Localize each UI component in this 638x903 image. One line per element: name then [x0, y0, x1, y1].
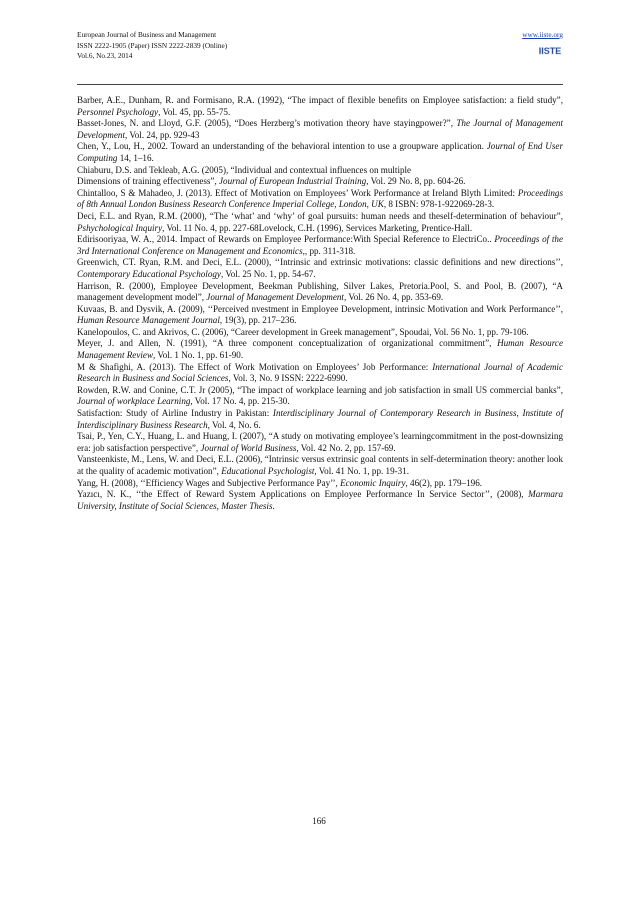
reference-source: Journal of End User Computing	[77, 141, 563, 163]
volume-line: Vol.6, No.23, 2014	[77, 51, 133, 60]
journal-url-link[interactable]: www.iiste.org	[522, 30, 563, 39]
reference-source: Economic Inquiry	[340, 477, 406, 488]
reference-text: .	[272, 500, 275, 511]
reference-entry	[77, 165, 563, 177]
reference-text: Deci, E.L. and Ryan, R.M. (2000), “The ‘what’ and ‘why’ of goal pursuits: human needs and theself-determination of behaviour”,	[77, 210, 563, 221]
reference-entry	[77, 176, 563, 188]
reference-entry	[77, 385, 563, 408]
reference-text: , Vol. 4, No. 6.	[207, 419, 261, 430]
reference-text: Chintalloo, S & Mahadeo, J. (2013). Effect of Motivation on Employees’ Work Performance at Ireland Blyth Limited:	[77, 187, 518, 198]
reference-source: Journal of World Business,	[200, 442, 299, 453]
reference-text: , pp. 311-318.	[304, 245, 356, 256]
reference-text: Chen, Y., Lou, H., 2002. Toward an understanding of the behavioral intention to use a groupware application.	[77, 141, 487, 152]
reference-text: Yang, H. (2008), ‘‘Efficiency Wages and Subjective Performance Pay’’,	[77, 477, 341, 488]
reference-source: The Journal of Management Development	[77, 118, 563, 140]
reference-source: Marmara University, Institute of Social Sciences	[77, 489, 563, 511]
reference-text: Satisfaction: Study of Airline Industry in Pakistan:	[77, 408, 273, 419]
reference-text: , 19(3), pp. 217–236.	[219, 315, 297, 326]
journal-title: European Journal of Business and Management	[77, 30, 217, 39]
reference-text: , Vol. 45, pp. 55-75.	[158, 106, 231, 117]
reference-text: Kuvaas, B. and Dysvik, A. (2009), ‘‘Perceived nvestment in Employee Development, intrinsic Motivation and Work Performance’’,	[77, 303, 563, 314]
reference-source: Journal of Management Development	[206, 292, 344, 303]
reference-text: Tsai, P., Yen, C.Y., Huang, L. and Huang, I. (2007), “A study on motivating employee’s learningcommitment in the post-downsizing era: job satisfaction perspective”,	[77, 431, 563, 453]
reference-source: Proceedings of the 3rd International Conference on Management and Economics,	[77, 234, 563, 256]
reference-list	[77, 95, 563, 512]
reference-text: Chiaburu, D.S. and Tekleab, A.G. (2005), “Individual and contextual influences on multiple	[77, 164, 412, 175]
reference-source: Journal of European Industrial Training	[219, 176, 367, 187]
reference-entry	[77, 431, 563, 454]
logo-text: IISTE	[538, 46, 562, 56]
reference-entry	[77, 327, 563, 339]
reference-entry	[77, 304, 563, 327]
reference-source: Journal of workplace Learning	[77, 396, 191, 407]
reference-text: Yazıcı, N. K., ‘‘the Effect of Reward System Applications on Employee Performance In Service Sector’’, (2008),	[77, 489, 529, 500]
reference-entry	[77, 234, 563, 257]
reference-text: , Vol. 29 No. 8, pp. 604-26.	[366, 176, 466, 187]
reference-text: Kanelopoulos, C. and Akrivos, C. (2006), “Career development in Greek management”, Spoudai, Vol. 56 No. 1, pp. 79-106.	[77, 326, 529, 337]
reference-text: Dimensions of training effectiveness”,	[77, 176, 220, 187]
reference-entry	[77, 281, 563, 304]
reference-entry	[77, 454, 563, 477]
reference-source: Contemporary Educational Psychology	[77, 268, 221, 279]
reference-entry	[77, 188, 563, 211]
reference-source: Proceedings of 8th Annual London Business Research Conference Imperial College, London, UK	[77, 187, 563, 210]
page-header	[77, 30, 563, 62]
reference-source: Educational Psychologist	[221, 466, 315, 476]
reference-entry	[77, 489, 563, 512]
reference-text: , Vol. 26 No. 4, pp. 353-69.	[343, 292, 444, 303]
issn-line: ISSN 2222-1905 (Paper) ISSN 2222-2839 (Online)	[77, 40, 228, 50]
reference-text: , Vol. 25 No. 1, pp. 54-67.	[220, 268, 316, 279]
reference-text: 14, 1–16.	[117, 152, 154, 163]
reference-text: Edirisooriyaa, W. A., 2014. Impact of Rewards on Employee Performance:With Special Reference to ElectriCo..	[77, 234, 495, 245]
reference-text: ,	[216, 500, 222, 511]
reference-entry	[77, 408, 563, 431]
header-divider	[77, 84, 563, 85]
reference-text: Basset-Jones, N. and Lloyd, G.F. (2005), “Does Herzberg’s motivation theory have stayingpower?”,	[77, 118, 457, 129]
reference-source: Master Thesis	[221, 500, 273, 511]
iiste-logo	[537, 42, 563, 58]
reference-source: Personnel Psychology	[77, 106, 159, 117]
reference-source: Human Resource Management Review	[77, 338, 563, 361]
reference-text: , Vol. 17 No. 4, pp. 215-30.	[190, 396, 290, 407]
reference-text: Rowden, R.W. and Conine, C.T. Jr (2005), “The impact of workplace learning and job satisfaction in small US commercial banks”,	[77, 384, 563, 395]
reference-text: Greenwich, CT. Ryan, R.M. and Deci, E.L. (2000), ‘‘Intrinsic and extrinsic motivations: classic definitions and new directions’’,	[77, 257, 563, 268]
reference-entry	[77, 338, 563, 361]
reference-text: , Vol. 1 No. 1, pp. 61-90.	[153, 350, 244, 361]
reference-text: , 8 ISBN: 978-1-922069-28-3.	[383, 199, 495, 210]
reference-entry	[77, 95, 563, 118]
reference-entry	[77, 141, 563, 164]
page-number: 166	[312, 816, 326, 826]
reference-text: Barber, A.E., Dunham, R. and Formisano, R.A. (1992), “The impact of flexible benefits on Employee satisfaction: a field study”,	[77, 95, 563, 105]
reference-text: Vansteenkiste, M., Lens, W. and Deci, E.L. (2006), “Intrinsic versus extrinsic goal contents in self-determination theory: another look at the quality of academic motivation”,	[77, 454, 563, 476]
reference-entry	[77, 478, 563, 490]
reference-text: , 46(2), pp. 179–196.	[405, 477, 483, 488]
reference-entry	[77, 118, 563, 141]
reference-source: International Journal of Academic Research in Business and Social Sciences	[77, 361, 563, 384]
reference-source: Human Resource Management Journal	[77, 315, 220, 326]
reference-text: , Vol. 24, pp. 929-43	[124, 129, 200, 140]
reference-source: Pshychological Inquiry	[77, 222, 163, 233]
reference-text: , Vol. 41 No. 1, pp. 19-31.	[314, 466, 410, 476]
reference-entry	[77, 257, 563, 280]
reference-text: , Vol. 3, No. 9 ISSN: 2222-6990.	[228, 373, 348, 384]
reference-text: Meyer, J. and Allen, N. (1991), “A three component conceptualization of organizational commitment”,	[77, 338, 498, 349]
reference-source: Interdisciplinary Journal of Contemporary Research in Business, Institute of Interdisciplinary Business Research	[77, 408, 563, 430]
reference-text: M & Shafighi, A. (2013). The Effect of Work Motivation on Employees’ Job Performance:	[77, 361, 433, 372]
reference-text: , Vol. 11 No. 4, pp. 227-68Lovelock, C.H. (1996), Services Marketing, Prentice-Hall.	[162, 222, 473, 233]
reference-text: Vol. 42 No. 2, pp. 157-69.	[298, 442, 396, 453]
reference-entry	[77, 362, 563, 385]
reference-entry	[77, 211, 563, 234]
reference-text: Harrison, R. (2000), Employee Development, Beekman Publishing, Silver Lakes, Pretoria.Pool, S. and Pool, B. (2007), “A management development model”,	[77, 280, 563, 303]
